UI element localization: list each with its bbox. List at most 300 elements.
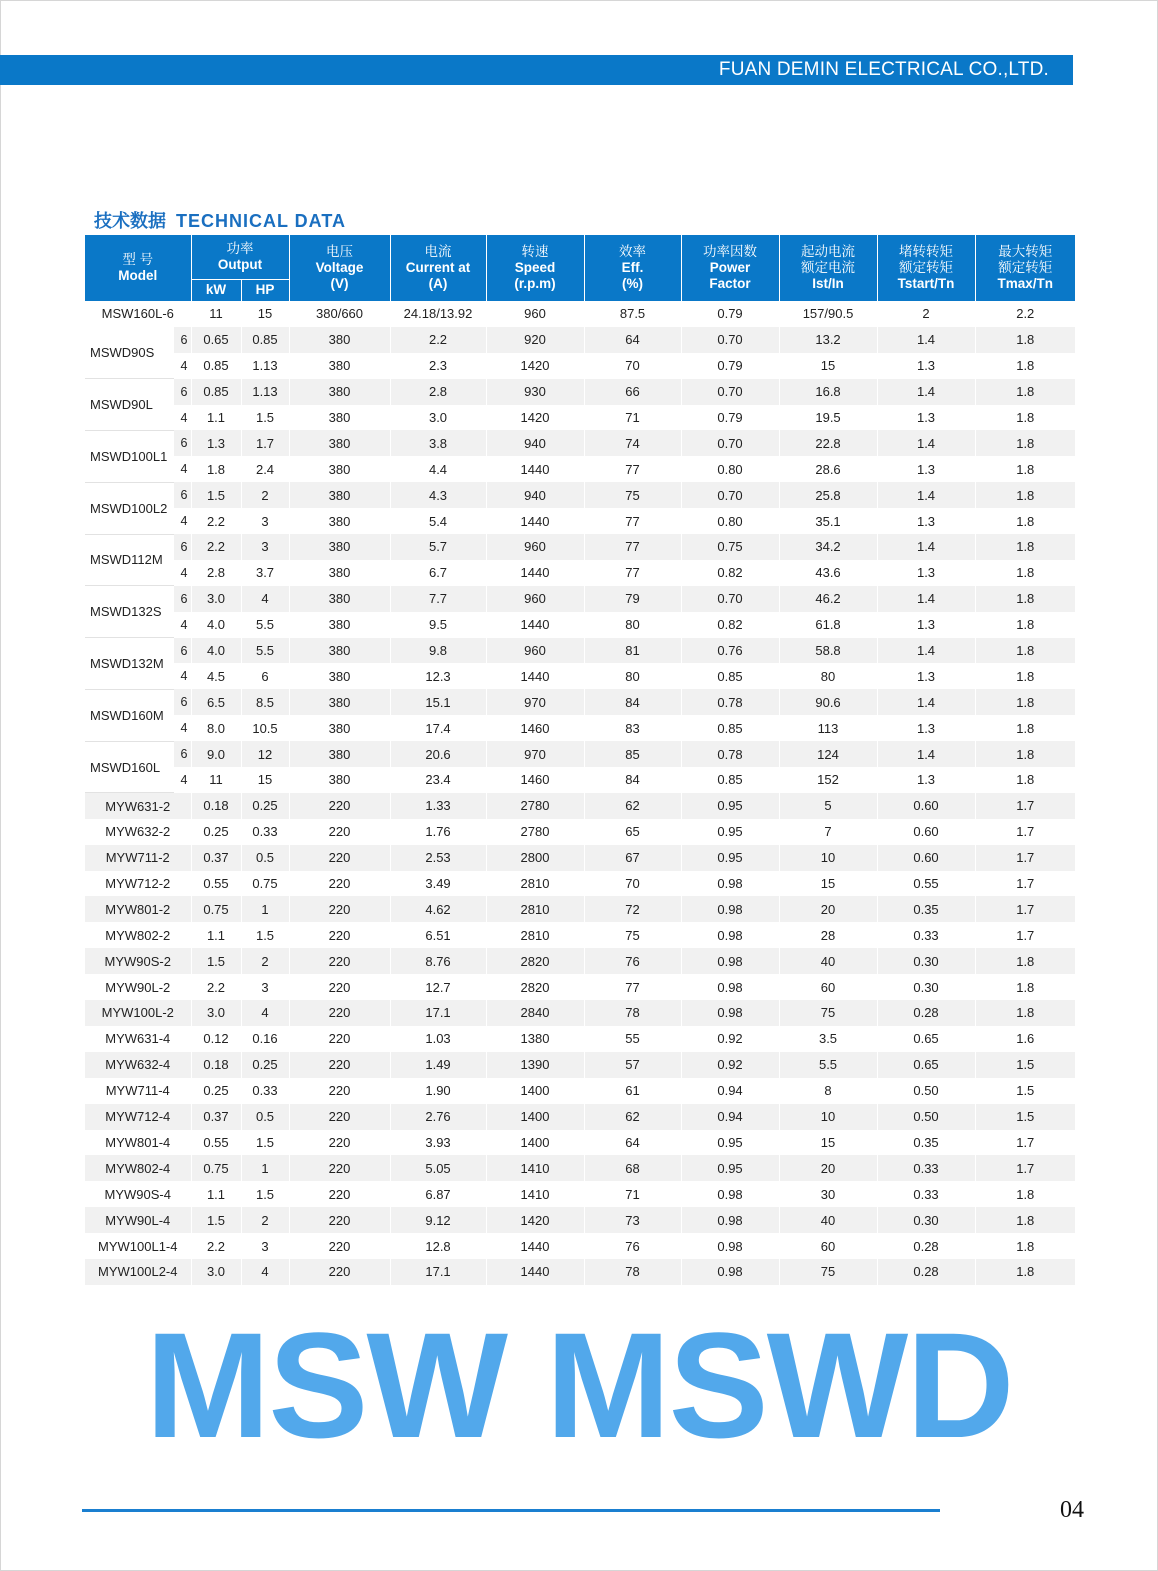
- cell-output-hp: 5.5: [241, 612, 289, 638]
- cell-ist-in: 30: [779, 1181, 877, 1207]
- cell-tmax-tn: 1.8: [975, 715, 1075, 741]
- cell-efficiency: 80: [584, 663, 681, 689]
- cell-ist-in: 60: [779, 974, 877, 1000]
- cell-tstart-tn: 1.4: [877, 482, 975, 508]
- cell-voltage: 380: [289, 663, 390, 689]
- header-hp: HP: [241, 279, 289, 301]
- cell-power-factor: 0.85: [681, 715, 779, 741]
- cell-ist-in: 10: [779, 1104, 877, 1130]
- cell-tmax-tn: 1.7: [975, 1155, 1075, 1181]
- cell-output-hp: 0.5: [241, 1104, 289, 1130]
- cell-speed: 1410: [486, 1181, 584, 1207]
- cell-model: MSWD90S: [85, 327, 173, 379]
- cell-efficiency: 76: [584, 1233, 681, 1259]
- cell-output-kw: 2.8: [191, 560, 241, 586]
- cell-efficiency: 84: [584, 689, 681, 715]
- cell-tmax-tn: 1.8: [975, 638, 1075, 664]
- table-row: [85, 1078, 1075, 1104]
- cell-output-hp: 2.4: [241, 456, 289, 482]
- cell-voltage: 220: [289, 896, 390, 922]
- cell-efficiency: 70: [584, 871, 681, 897]
- cell-tmax-tn: 1.8: [975, 663, 1075, 689]
- cell-output-kw: 2.2: [191, 508, 241, 534]
- cell-speed: 970: [486, 689, 584, 715]
- cell-output-kw: 3.0: [191, 586, 241, 612]
- cell-current: 12.8: [390, 1233, 486, 1259]
- cell-voltage: 220: [289, 1207, 390, 1233]
- table-row: [85, 689, 1075, 715]
- cell-poles: 4: [173, 767, 191, 793]
- table-row: [85, 845, 1075, 871]
- cell-tmax-tn: 1.7: [975, 871, 1075, 897]
- cell-output-kw: 8.0: [191, 715, 241, 741]
- cell-tmax-tn: 1.8: [975, 456, 1075, 482]
- cell-tmax-tn: 1.8: [975, 353, 1075, 379]
- cell-power-factor: 0.98: [681, 1181, 779, 1207]
- cell-poles: 4: [173, 508, 191, 534]
- cell-model: MSWD100L2: [85, 482, 173, 534]
- cell-efficiency: 71: [584, 1181, 681, 1207]
- cell-current: 9.12: [390, 1207, 486, 1233]
- cell-ist-in: 60: [779, 1233, 877, 1259]
- cell-efficiency: 80: [584, 612, 681, 638]
- cell-ist-in: 15: [779, 1130, 877, 1156]
- cell-output-hp: 4: [241, 1259, 289, 1285]
- cell-power-factor: 0.75: [681, 534, 779, 560]
- table-row: [85, 405, 1075, 431]
- cell-voltage: 220: [289, 1104, 390, 1130]
- cell-power-factor: 0.95: [681, 793, 779, 819]
- cell-output-hp: 1.7: [241, 430, 289, 456]
- cell-output-kw: 1.3: [191, 430, 241, 456]
- cell-ist-in: 15: [779, 353, 877, 379]
- cell-speed: 940: [486, 482, 584, 508]
- cell-tmax-tn: 1.8: [975, 327, 1075, 353]
- cell-efficiency: 70: [584, 353, 681, 379]
- cell-ist-in: 113: [779, 715, 877, 741]
- cell-ist-in: 40: [779, 948, 877, 974]
- cell-efficiency: 73: [584, 1207, 681, 1233]
- cell-tstart-tn: 0.60: [877, 845, 975, 871]
- cell-output-kw: 1.5: [191, 948, 241, 974]
- table-row: [85, 871, 1075, 897]
- cell-current: 4.62: [390, 896, 486, 922]
- cell-output-kw: 3.0: [191, 1259, 241, 1285]
- cell-model: MYW100L2-4: [85, 1259, 191, 1285]
- cell-output-hp: 0.85: [241, 327, 289, 353]
- cell-power-factor: 0.70: [681, 586, 779, 612]
- cell-output-hp: 5.5: [241, 638, 289, 664]
- cell-power-factor: 0.95: [681, 1130, 779, 1156]
- cell-output-hp: 0.25: [241, 1052, 289, 1078]
- cell-model: MSWD112M: [85, 534, 173, 586]
- cell-output-kw: 4.0: [191, 612, 241, 638]
- cell-speed: 1440: [486, 508, 584, 534]
- cell-model: MSWD160L: [85, 741, 173, 793]
- cell-tstart-tn: 0.30: [877, 974, 975, 1000]
- header-model: 型 号 Model: [85, 235, 191, 301]
- cell-voltage: 380: [289, 586, 390, 612]
- cell-output-kw: 1.1: [191, 922, 241, 948]
- section-title-en: TECHNICAL DATA: [176, 211, 346, 231]
- cell-current: 5.05: [390, 1155, 486, 1181]
- cell-current: 6.51: [390, 922, 486, 948]
- cell-current: 2.76: [390, 1104, 486, 1130]
- cell-ist-in: 35.1: [779, 508, 877, 534]
- cell-ist-in: 43.6: [779, 560, 877, 586]
- cell-voltage: 220: [289, 1233, 390, 1259]
- cell-output-hp: 1.5: [241, 1130, 289, 1156]
- cell-tmax-tn: 1.7: [975, 845, 1075, 871]
- cell-voltage: 220: [289, 1155, 390, 1181]
- cell-output-hp: 0.16: [241, 1026, 289, 1052]
- cell-tmax-tn: 1.5: [975, 1104, 1075, 1130]
- cell-poles: 6: [173, 430, 191, 456]
- cell-tmax-tn: 1.8: [975, 948, 1075, 974]
- cell-power-factor: 0.82: [681, 560, 779, 586]
- table-row: [85, 1259, 1075, 1285]
- cell-tstart-tn: 0.50: [877, 1104, 975, 1130]
- cell-tstart-tn: 1.3: [877, 405, 975, 431]
- cell-model: MYW711-4: [85, 1078, 191, 1104]
- cell-poles: 4: [173, 560, 191, 586]
- cell-speed: 2820: [486, 974, 584, 1000]
- cell-tstart-tn: 0.60: [877, 819, 975, 845]
- cell-output-hp: 3: [241, 1233, 289, 1259]
- cell-tstart-tn: 0.28: [877, 1000, 975, 1026]
- cell-tstart-tn: 0.33: [877, 922, 975, 948]
- section-title: [94, 207, 346, 233]
- cell-ist-in: 16.8: [779, 379, 877, 405]
- technical-data-table: [85, 235, 1075, 1285]
- cell-output-hp: 3: [241, 534, 289, 560]
- cell-output-hp: 6: [241, 663, 289, 689]
- cell-current: 1.33: [390, 793, 486, 819]
- cell-ist-in: 157/90.5: [779, 301, 877, 327]
- cell-voltage: 220: [289, 1130, 390, 1156]
- table-row: [85, 767, 1075, 793]
- cell-output-hp: 1.13: [241, 379, 289, 405]
- cell-current: 5.4: [390, 508, 486, 534]
- cell-output-kw: 9.0: [191, 741, 241, 767]
- cell-tmax-tn: 1.8: [975, 974, 1075, 1000]
- cell-tstart-tn: 1.3: [877, 767, 975, 793]
- cell-output-hp: 12: [241, 741, 289, 767]
- cell-model: MSWD132M: [85, 638, 173, 690]
- cell-model: MYW631-2: [85, 793, 191, 819]
- cell-poles: 6: [173, 327, 191, 353]
- cell-tstart-tn: 0.33: [877, 1181, 975, 1207]
- table-row: [85, 301, 1075, 327]
- cell-tstart-tn: 1.3: [877, 508, 975, 534]
- table-row: [85, 1207, 1075, 1233]
- cell-current: 23.4: [390, 767, 486, 793]
- cell-power-factor: 0.98: [681, 1259, 779, 1285]
- cell-output-kw: 1.1: [191, 1181, 241, 1207]
- cell-output-kw: 1.5: [191, 1207, 241, 1233]
- cell-speed: 1420: [486, 405, 584, 431]
- cell-tmax-tn: 1.5: [975, 1052, 1075, 1078]
- footer-rule: [82, 1509, 940, 1512]
- cell-voltage: 220: [289, 1181, 390, 1207]
- cell-speed: 1380: [486, 1026, 584, 1052]
- cell-model: MYW632-4: [85, 1052, 191, 1078]
- cell-model: MYW632-2: [85, 819, 191, 845]
- table-row: [85, 560, 1075, 586]
- cell-output-hp: 0.25: [241, 793, 289, 819]
- cell-model: MYW90L-2: [85, 974, 191, 1000]
- cell-ist-in: 5.5: [779, 1052, 877, 1078]
- cell-ist-in: 80: [779, 663, 877, 689]
- company-name: FUAN DEMIN ELECTRICAL CO.,LTD.: [718, 59, 1049, 80]
- cell-power-factor: 0.98: [681, 1207, 779, 1233]
- cell-model: MSWD90L: [85, 379, 173, 431]
- cell-tmax-tn: 1.8: [975, 689, 1075, 715]
- cell-power-factor: 0.70: [681, 430, 779, 456]
- cell-voltage: 220: [289, 1052, 390, 1078]
- cell-voltage: 220: [289, 974, 390, 1000]
- cell-speed: 2780: [486, 819, 584, 845]
- cell-output-kw: 0.55: [191, 1130, 241, 1156]
- table-row: [85, 586, 1075, 612]
- cell-efficiency: 61: [584, 1078, 681, 1104]
- cell-tstart-tn: 2: [877, 301, 975, 327]
- table-header: [85, 235, 1075, 301]
- cell-current: 20.6: [390, 741, 486, 767]
- table-row: [85, 379, 1075, 405]
- cell-tmax-tn: 1.8: [975, 560, 1075, 586]
- cell-speed: 1400: [486, 1130, 584, 1156]
- cell-tmax-tn: 1.8: [975, 430, 1075, 456]
- table-row: [85, 1130, 1075, 1156]
- cell-power-factor: 0.94: [681, 1104, 779, 1130]
- cell-speed: 2810: [486, 922, 584, 948]
- cell-tmax-tn: 1.8: [975, 586, 1075, 612]
- cell-current: 12.7: [390, 974, 486, 1000]
- cell-tmax-tn: 1.8: [975, 1259, 1075, 1285]
- cell-speed: 2780: [486, 793, 584, 819]
- cell-current: 2.53: [390, 845, 486, 871]
- cell-voltage: 220: [289, 845, 390, 871]
- cell-tstart-tn: 1.3: [877, 663, 975, 689]
- cell-voltage: 220: [289, 1000, 390, 1026]
- cell-current: 8.76: [390, 948, 486, 974]
- cell-voltage: 220: [289, 1259, 390, 1285]
- cell-current: 1.49: [390, 1052, 486, 1078]
- cell-efficiency: 74: [584, 430, 681, 456]
- cell-tmax-tn: 1.8: [975, 612, 1075, 638]
- cell-output-hp: 0.33: [241, 819, 289, 845]
- cell-ist-in: 5: [779, 793, 877, 819]
- cell-tstart-tn: 0.60: [877, 793, 975, 819]
- cell-current: 4.3: [390, 482, 486, 508]
- table-row: [85, 353, 1075, 379]
- cell-speed: 2810: [486, 871, 584, 897]
- cell-model: MSWD160M: [85, 689, 173, 741]
- cell-voltage: 380: [289, 638, 390, 664]
- cell-voltage: 380: [289, 560, 390, 586]
- cell-tmax-tn: 1.8: [975, 1233, 1075, 1259]
- cell-power-factor: 0.85: [681, 663, 779, 689]
- cell-speed: 960: [486, 301, 584, 327]
- cell-current: 3.93: [390, 1130, 486, 1156]
- cell-speed: 940: [486, 430, 584, 456]
- cell-speed: 1400: [486, 1078, 584, 1104]
- cell-output-hp: 8.5: [241, 689, 289, 715]
- cell-efficiency: 72: [584, 896, 681, 922]
- table-row: [85, 482, 1075, 508]
- cell-current: 2.2: [390, 327, 486, 353]
- cell-speed: 1400: [486, 1104, 584, 1130]
- cell-tmax-tn: 1.7: [975, 896, 1075, 922]
- cell-output-kw: 0.37: [191, 845, 241, 871]
- cell-output-kw: 0.65: [191, 327, 241, 353]
- header-efficiency: 效率 Eff. (%): [584, 235, 681, 301]
- cell-speed: 2840: [486, 1000, 584, 1026]
- cell-ist-in: 58.8: [779, 638, 877, 664]
- cell-tmax-tn: 1.8: [975, 1207, 1075, 1233]
- cell-current: 5.7: [390, 534, 486, 560]
- header-power-factor: 功率因数 Power Factor: [681, 235, 779, 301]
- cell-voltage: 220: [289, 1026, 390, 1052]
- cell-model: MSWD100L1: [85, 430, 173, 482]
- cell-tstart-tn: 1.4: [877, 327, 975, 353]
- cell-output-kw: 0.85: [191, 379, 241, 405]
- cell-poles: 4: [173, 663, 191, 689]
- cell-model: MYW801-4: [85, 1130, 191, 1156]
- cell-tmax-tn: 1.8: [975, 1181, 1075, 1207]
- cell-efficiency: 76: [584, 948, 681, 974]
- cell-tstart-tn: 1.4: [877, 430, 975, 456]
- page-number: 04: [1060, 1497, 1084, 1523]
- cell-current: 1.76: [390, 819, 486, 845]
- cell-model: MYW711-2: [85, 845, 191, 871]
- cell-ist-in: 46.2: [779, 586, 877, 612]
- cell-output-kw: 3.0: [191, 1000, 241, 1026]
- cell-power-factor: 0.98: [681, 922, 779, 948]
- cell-model: MYW712-2: [85, 871, 191, 897]
- cell-output-hp: 3: [241, 974, 289, 1000]
- cell-speed: 1410: [486, 1155, 584, 1181]
- cell-efficiency: 65: [584, 819, 681, 845]
- table-row: [85, 1155, 1075, 1181]
- cell-model: MYW631-4: [85, 1026, 191, 1052]
- cell-tmax-tn: 1.7: [975, 922, 1075, 948]
- cell-output-kw: 6.5: [191, 689, 241, 715]
- cell-tmax-tn: 1.8: [975, 482, 1075, 508]
- cell-tstart-tn: 0.65: [877, 1052, 975, 1078]
- cell-poles: 4: [173, 456, 191, 482]
- cell-tmax-tn: 1.8: [975, 379, 1075, 405]
- cell-speed: 1440: [486, 612, 584, 638]
- cell-model: MYW712-4: [85, 1104, 191, 1130]
- cell-poles: 4: [173, 405, 191, 431]
- table-row: [85, 430, 1075, 456]
- cell-tstart-tn: 0.55: [877, 871, 975, 897]
- cell-output-kw: 11: [191, 301, 241, 327]
- cell-voltage: 220: [289, 948, 390, 974]
- cell-current: 15.1: [390, 689, 486, 715]
- cell-current: 3.49: [390, 871, 486, 897]
- header-voltage: 电压 Voltage (V): [289, 235, 390, 301]
- table-row: [85, 534, 1075, 560]
- cell-power-factor: 0.98: [681, 948, 779, 974]
- cell-ist-in: 75: [779, 1000, 877, 1026]
- header-ist-in: 起动电流 额定电流 Ist/In: [779, 235, 877, 301]
- cell-voltage: 380: [289, 612, 390, 638]
- cell-poles: 6: [173, 689, 191, 715]
- cell-tmax-tn: 1.7: [975, 819, 1075, 845]
- cell-ist-in: 61.8: [779, 612, 877, 638]
- cell-output-kw: 0.75: [191, 1155, 241, 1181]
- cell-output-hp: 0.5: [241, 845, 289, 871]
- cell-power-factor: 0.95: [681, 1155, 779, 1181]
- table-row: [85, 922, 1075, 948]
- cell-poles: 6: [173, 379, 191, 405]
- cell-voltage: 380: [289, 379, 390, 405]
- cell-poles: 6: [173, 741, 191, 767]
- cell-efficiency: 78: [584, 1000, 681, 1026]
- cell-output-hp: 1.5: [241, 922, 289, 948]
- cell-efficiency: 66: [584, 379, 681, 405]
- cell-speed: 1440: [486, 560, 584, 586]
- cell-efficiency: 64: [584, 1130, 681, 1156]
- cell-output-kw: 0.75: [191, 896, 241, 922]
- cell-output-kw: 0.18: [191, 793, 241, 819]
- cell-current: 12.3: [390, 663, 486, 689]
- cell-efficiency: 75: [584, 482, 681, 508]
- cell-ist-in: 13.2: [779, 327, 877, 353]
- cell-model: MSW160L-6: [85, 301, 191, 327]
- cell-power-factor: 0.79: [681, 405, 779, 431]
- cell-tstart-tn: 1.4: [877, 638, 975, 664]
- cell-current: 3.0: [390, 405, 486, 431]
- cell-voltage: 380: [289, 767, 390, 793]
- cell-output-kw: 4.0: [191, 638, 241, 664]
- cell-speed: 1440: [486, 1259, 584, 1285]
- cell-output-hp: 3.7: [241, 560, 289, 586]
- cell-tmax-tn: 1.8: [975, 534, 1075, 560]
- cell-power-factor: 0.98: [681, 1233, 779, 1259]
- table-body: [85, 301, 1075, 1285]
- cell-voltage: 380/660: [289, 301, 390, 327]
- cell-speed: 920: [486, 327, 584, 353]
- cell-current: 1.03: [390, 1026, 486, 1052]
- cell-ist-in: 25.8: [779, 482, 877, 508]
- cell-speed: 960: [486, 586, 584, 612]
- cell-efficiency: 77: [584, 560, 681, 586]
- cell-output-kw: 0.25: [191, 1078, 241, 1104]
- cell-power-factor: 0.78: [681, 741, 779, 767]
- cell-power-factor: 0.76: [681, 638, 779, 664]
- cell-voltage: 380: [289, 689, 390, 715]
- table-row: [85, 819, 1075, 845]
- cell-ist-in: 28: [779, 922, 877, 948]
- cell-tstart-tn: 1.3: [877, 456, 975, 482]
- cell-output-kw: 1.5: [191, 482, 241, 508]
- cell-power-factor: 0.70: [681, 379, 779, 405]
- cell-tstart-tn: 0.30: [877, 1207, 975, 1233]
- cell-tstart-tn: 1.3: [877, 560, 975, 586]
- cell-voltage: 380: [289, 430, 390, 456]
- cell-tstart-tn: 0.28: [877, 1259, 975, 1285]
- cell-power-factor: 0.70: [681, 482, 779, 508]
- cell-voltage: 220: [289, 922, 390, 948]
- table-row: [85, 663, 1075, 689]
- cell-voltage: 380: [289, 405, 390, 431]
- cell-speed: 1460: [486, 715, 584, 741]
- cell-current: 17.1: [390, 1259, 486, 1285]
